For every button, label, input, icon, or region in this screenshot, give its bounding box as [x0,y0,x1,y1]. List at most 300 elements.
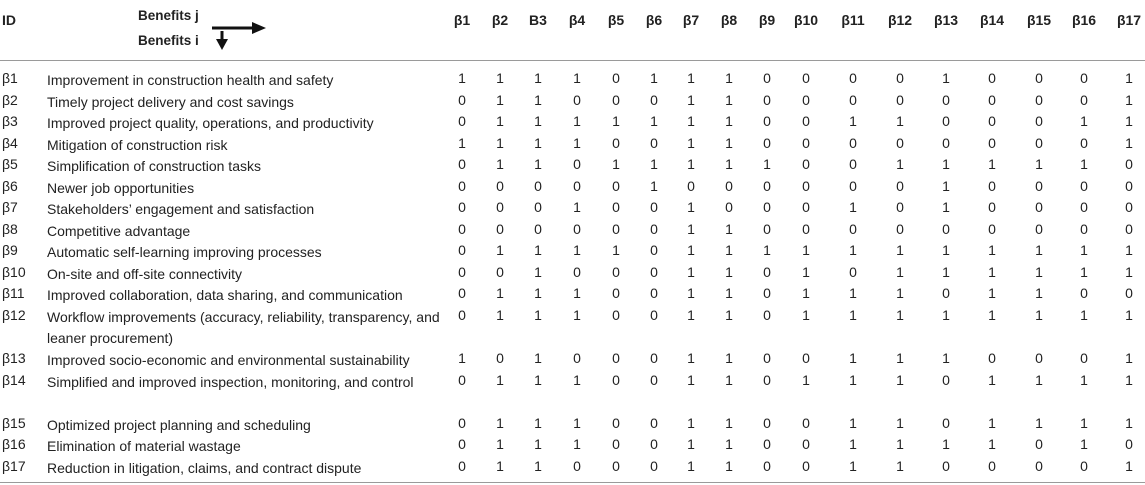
matrix-cell: 0 [1080,70,1088,86]
matrix-cell: 1 [573,113,581,129]
matrix-cell: 0 [763,135,771,151]
matrix-cell: 0 [763,436,771,452]
matrix-cell: 1 [942,242,950,258]
matrix-cell: 1 [458,135,466,151]
matrix-cell: 1 [1125,350,1133,366]
column-header: β17 [1116,12,1142,28]
matrix-cell: 1 [1080,242,1088,258]
matrix-cell: 0 [849,135,857,151]
matrix-cell: 0 [612,350,620,366]
matrix-cell: 0 [650,436,658,452]
matrix-cell: 0 [458,221,466,237]
matrix-cell: 1 [534,264,542,280]
matrix-cell: 0 [1080,221,1088,237]
matrix-cell: 1 [496,285,504,301]
matrix-cell: 0 [496,178,504,194]
matrix-cell: 0 [458,156,466,172]
matrix-cell: 1 [458,350,466,366]
matrix-cell: 1 [849,285,857,301]
column-header: β16 [1071,12,1097,28]
matrix-cell: 0 [650,135,658,151]
matrix-cell: 0 [650,221,658,237]
matrix-cell: 0 [1035,458,1043,474]
matrix-cell: 1 [896,307,904,323]
matrix-cell: 1 [802,285,810,301]
matrix-cell: 0 [988,92,996,108]
matrix-cell: 0 [896,92,904,108]
matrix-cell: 1 [1125,458,1133,474]
matrix-cell: 1 [725,70,733,86]
matrix-cell: 0 [1080,199,1088,215]
matrix-cell: 0 [573,264,581,280]
row-id: β6 [2,178,18,194]
matrix-cell: 1 [1125,372,1133,388]
matrix-cell: 0 [802,178,810,194]
bottom-border [0,482,1145,483]
matrix-cell: 1 [725,221,733,237]
matrix-cell: 1 [650,113,658,129]
matrix-cell: 1 [1125,415,1133,431]
matrix-cell: 0 [849,221,857,237]
matrix-cell: 1 [534,415,542,431]
matrix-cell: 0 [988,70,996,86]
matrix-cell: 0 [458,285,466,301]
matrix-cell: 1 [1080,372,1088,388]
matrix-cell: 1 [725,242,733,258]
matrix-cell: 1 [725,113,733,129]
matrix-cell: 0 [725,199,733,215]
matrix-cell: 1 [849,242,857,258]
column-header: β15 [1026,12,1052,28]
matrix-cell: 1 [534,350,542,366]
matrix-cell: 1 [1080,415,1088,431]
matrix-cell: 1 [1035,264,1043,280]
matrix-cell: 1 [1125,113,1133,129]
matrix-cell: 0 [1125,221,1133,237]
matrix-cell: 0 [687,178,695,194]
matrix-cell: 1 [687,264,695,280]
matrix-cell: 1 [1125,135,1133,151]
column-header: β2 [491,12,509,28]
matrix-cell: 0 [496,350,504,366]
matrix-cell: 1 [1125,307,1133,323]
matrix-cell: 1 [725,372,733,388]
matrix-cell: 1 [849,415,857,431]
matrix-cell: 1 [849,458,857,474]
matrix-cell: 0 [1125,156,1133,172]
matrix-cell: 1 [534,307,542,323]
matrix-cell: 0 [496,221,504,237]
matrix-cell: 0 [1035,92,1043,108]
benefit-name: Timely project delivery and cost savings [47,94,294,110]
matrix-cell: 1 [687,156,695,172]
matrix-cell: 0 [763,415,771,431]
matrix-cell: 1 [725,135,733,151]
matrix-cell: 1 [687,458,695,474]
column-header: β8 [720,12,738,28]
matrix-cell: 0 [802,135,810,151]
matrix-cell: 1 [802,307,810,323]
matrix-cell: 1 [687,415,695,431]
row-id: β11 [2,285,25,301]
matrix-cell: 1 [988,242,996,258]
matrix-cell: 0 [802,415,810,431]
matrix-cell: 1 [496,92,504,108]
matrix-cell: 1 [612,156,620,172]
matrix-cell: 1 [496,242,504,258]
matrix-cell: 1 [896,285,904,301]
matrix-cell: 0 [763,372,771,388]
matrix-cell: 0 [763,92,771,108]
matrix-cell: 1 [534,372,542,388]
matrix-cell: 1 [942,307,950,323]
matrix-cell: 0 [849,92,857,108]
row-id: β3 [2,113,18,129]
matrix-cell: 0 [650,242,658,258]
row-id: β15 [2,415,26,431]
row-id: β9 [2,242,18,258]
matrix-cell: 1 [1080,156,1088,172]
matrix-cell: 0 [650,350,658,366]
matrix-cell: 0 [942,458,950,474]
matrix-cell: 1 [573,242,581,258]
matrix-cell: 1 [725,307,733,323]
matrix-cell: 1 [573,436,581,452]
matrix-cell: 1 [725,415,733,431]
matrix-cell: 0 [458,458,466,474]
matrix-cell: 1 [802,372,810,388]
matrix-cell: 0 [573,350,581,366]
matrix-cell: 1 [988,156,996,172]
column-header: β9 [758,12,776,28]
matrix-cell: 1 [534,242,542,258]
matrix-cell: 1 [988,372,996,388]
row-id: β2 [2,92,18,108]
matrix-cell: 1 [496,436,504,452]
matrix-cell: 0 [650,199,658,215]
row-id: β4 [2,135,18,151]
matrix-cell: 1 [942,178,950,194]
matrix-cell: 0 [802,458,810,474]
matrix-cell: 0 [763,199,771,215]
matrix-cell: 0 [612,285,620,301]
matrix-cell: 1 [687,135,695,151]
matrix-cell: 1 [496,156,504,172]
matrix-cell: 1 [496,458,504,474]
matrix-cell: 0 [458,242,466,258]
matrix-cell: 0 [896,135,904,151]
matrix-cell: 0 [612,199,620,215]
column-header: β6 [645,12,663,28]
matrix-cell: 0 [942,113,950,129]
matrix-cell: 1 [573,307,581,323]
matrix-cell: 0 [612,92,620,108]
matrix-cell: 1 [849,436,857,452]
matrix-cell: 0 [650,458,658,474]
matrix-cell: 0 [534,221,542,237]
matrix-cell: 1 [725,436,733,452]
matrix-cell: 0 [763,307,771,323]
matrix-cell: 1 [725,156,733,172]
matrix-cell: 1 [1080,436,1088,452]
matrix-cell: 0 [1035,113,1043,129]
matrix-cell: 0 [763,70,771,86]
matrix-cell: 0 [458,415,466,431]
matrix-cell: 0 [612,135,620,151]
column-header: β5 [607,12,625,28]
matrix-cell: 1 [573,199,581,215]
column-header: β1 [453,12,471,28]
matrix-cell: 1 [1125,92,1133,108]
benefit-name: Mitigation of construction risk [47,137,228,153]
column-header: β4 [568,12,586,28]
row-id: β10 [2,264,26,280]
matrix-cell: 1 [534,135,542,151]
benefits-j-label: Benefits j [138,8,199,23]
matrix-cell: 1 [942,156,950,172]
column-header: B3 [529,12,547,28]
matrix-cell: 0 [612,70,620,86]
matrix-cell: 1 [988,415,996,431]
matrix-cell: 0 [1080,92,1088,108]
matrix-cell: 1 [534,92,542,108]
matrix-cell: 0 [988,221,996,237]
matrix-cell: 1 [573,70,581,86]
matrix-cell: 0 [612,221,620,237]
matrix-cell: 0 [942,221,950,237]
matrix-cell: 0 [849,178,857,194]
matrix-cell: 1 [896,350,904,366]
benefit-name: Improved socio-economic and environmental sustainability [47,352,410,368]
matrix-cell: 0 [942,415,950,431]
matrix-cell: 1 [942,264,950,280]
matrix-cell: 1 [687,199,695,215]
matrix-cell: 0 [650,307,658,323]
matrix-cell: 0 [1035,70,1043,86]
matrix-cell: 0 [534,199,542,215]
matrix-cell: 0 [650,372,658,388]
matrix-cell: 0 [573,221,581,237]
matrix-cell: 0 [612,415,620,431]
matrix-cell: 1 [687,307,695,323]
matrix-cell: 1 [896,372,904,388]
matrix-cell: 0 [988,135,996,151]
benefit-name: Optimized project planning and scheduling [47,417,311,433]
benefit-name: Workflow improvements (accuracy, reliability, transparency, and leaner procurement) [47,309,440,346]
matrix-cell: 0 [802,156,810,172]
benefit-name: Newer job opportunities [47,180,195,196]
matrix-cell: 0 [849,156,857,172]
benefit-name: Competitive advantage [47,223,191,239]
matrix-cell: 1 [687,92,695,108]
benefits-i-label: Benefits i [138,33,199,48]
column-header: β10 [793,12,819,28]
matrix-cell: 1 [534,436,542,452]
matrix-cell: 0 [988,178,996,194]
matrix-cell: 0 [612,264,620,280]
column-header: β7 [682,12,700,28]
matrix-cell: 0 [988,199,996,215]
matrix-cell: 1 [896,242,904,258]
matrix-cell: 0 [802,199,810,215]
matrix-cell: 1 [896,458,904,474]
matrix-cell: 1 [534,113,542,129]
row-id: β17 [2,458,26,474]
matrix-cell: 0 [1125,436,1133,452]
table-header [0,0,1145,61]
matrix-cell: 1 [849,199,857,215]
matrix-cell: 1 [534,70,542,86]
matrix-cell: 1 [1035,242,1043,258]
matrix-cell: 1 [896,264,904,280]
matrix-cell: 1 [650,156,658,172]
matrix-cell: 0 [573,458,581,474]
matrix-cell: 1 [849,350,857,366]
matrix-cell: 1 [687,221,695,237]
matrix-cell: 0 [988,113,996,129]
matrix-cell: 1 [725,264,733,280]
matrix-cell: 1 [942,70,950,86]
matrix-cell: 0 [988,350,996,366]
arrow-down-icon [216,31,228,51]
matrix-cell: 0 [1080,178,1088,194]
matrix-cell: 0 [612,436,620,452]
matrix-cell: 0 [458,436,466,452]
matrix-cell: 1 [1035,156,1043,172]
row-id: β8 [2,221,18,237]
matrix-cell: 0 [458,113,466,129]
matrix-cell: 1 [687,70,695,86]
matrix-cell: 0 [1035,135,1043,151]
matrix-cell: 1 [650,178,658,194]
matrix-cell: 0 [573,178,581,194]
matrix-cell: 1 [612,242,620,258]
matrix-cell: 0 [802,70,810,86]
benefit-name: Simplification of construction tasks [47,158,261,174]
matrix-cell: 1 [687,113,695,129]
matrix-cell: 0 [942,285,950,301]
matrix-cell: 0 [573,156,581,172]
matrix-cell: 0 [1080,350,1088,366]
benefit-name: Elimination of material wastage [47,438,241,454]
id-column-header: ID [2,12,16,28]
matrix-cell: 0 [1125,178,1133,194]
benefit-name: Automatic self-learning improving processes [47,244,322,260]
matrix-cell: 1 [725,458,733,474]
matrix-cell: 0 [612,372,620,388]
matrix-cell: 1 [942,199,950,215]
matrix-cell: 1 [988,436,996,452]
matrix-cell: 1 [650,70,658,86]
matrix-cell: 0 [802,436,810,452]
matrix-cell: 0 [802,92,810,108]
row-id: β5 [2,156,18,172]
matrix-cell: 0 [1035,350,1043,366]
matrix-cell: 1 [496,372,504,388]
matrix-cell: 0 [458,372,466,388]
matrix-cell: 0 [763,264,771,280]
matrix-cell: 1 [849,372,857,388]
matrix-cell: 0 [650,415,658,431]
matrix-cell: 0 [1035,436,1043,452]
matrix-cell: 1 [1080,264,1088,280]
matrix-cell: 1 [612,113,620,129]
column-header: β12 [887,12,913,28]
matrix-cell: 1 [496,415,504,431]
matrix-cell: 0 [988,458,996,474]
matrix-cell: 0 [650,285,658,301]
matrix-cell: 1 [802,242,810,258]
matrix-cell: 0 [496,264,504,280]
matrix-cell: 1 [988,264,996,280]
row-id: β12 [2,307,26,323]
matrix-cell: 1 [534,458,542,474]
matrix-cell: 1 [687,285,695,301]
matrix-cell: 1 [849,307,857,323]
matrix-cell: 0 [612,458,620,474]
matrix-cell: 0 [650,264,658,280]
matrix-cell: 0 [763,285,771,301]
matrix-cell: 0 [534,178,542,194]
column-header: β13 [933,12,959,28]
benefit-name: Reduction in litigation, claims, and contract dispute [47,460,362,476]
matrix-cell: 0 [1080,135,1088,151]
column-header: β14 [979,12,1005,28]
matrix-cell: 0 [1035,221,1043,237]
benefit-name: Improved project quality, operations, and productivity [47,115,374,131]
matrix-cell: 1 [896,113,904,129]
matrix-cell: 1 [573,415,581,431]
benefit-name: Simplified and improved inspection, monitoring, and control [47,374,414,390]
matrix-cell: 1 [496,307,504,323]
matrix-cell: 0 [458,92,466,108]
benefit-name: On-site and off-site connectivity [47,266,243,282]
matrix-cell: 0 [849,70,857,86]
benefit-name: Improved collaboration, data sharing, and communication [47,287,403,303]
matrix-cell: 0 [1035,178,1043,194]
matrix-cell: 0 [849,264,857,280]
benefit-name: Improvement in construction health and safety [47,72,334,88]
matrix-cell: 1 [1035,285,1043,301]
matrix-cell: 0 [725,178,733,194]
matrix-cell: 1 [458,70,466,86]
matrix-cell: 1 [1080,307,1088,323]
matrix-cell: 1 [1080,113,1088,129]
matrix-cell: 1 [687,372,695,388]
matrix-cell: 1 [534,156,542,172]
matrix-cell: 1 [725,285,733,301]
matrix-cell: 0 [1080,285,1088,301]
matrix-cell: 0 [896,178,904,194]
matrix-cell: 1 [1035,307,1043,323]
matrix-cell: 1 [1125,264,1133,280]
matrix-cell: 1 [763,156,771,172]
matrix-cell: 1 [573,285,581,301]
matrix-cell: 1 [687,436,695,452]
matrix-cell: 1 [573,372,581,388]
matrix-cell: 0 [458,307,466,323]
row-id: β13 [2,350,26,366]
matrix-cell: 0 [573,92,581,108]
matrix-cell: 0 [458,199,466,215]
matrix-cell: 1 [988,307,996,323]
matrix-cell: 1 [534,285,542,301]
matrix-cell: 0 [942,372,950,388]
matrix-cell: 1 [687,350,695,366]
row-id: β14 [2,372,26,388]
column-header: β11 [841,12,865,28]
matrix-cell: 0 [802,113,810,129]
